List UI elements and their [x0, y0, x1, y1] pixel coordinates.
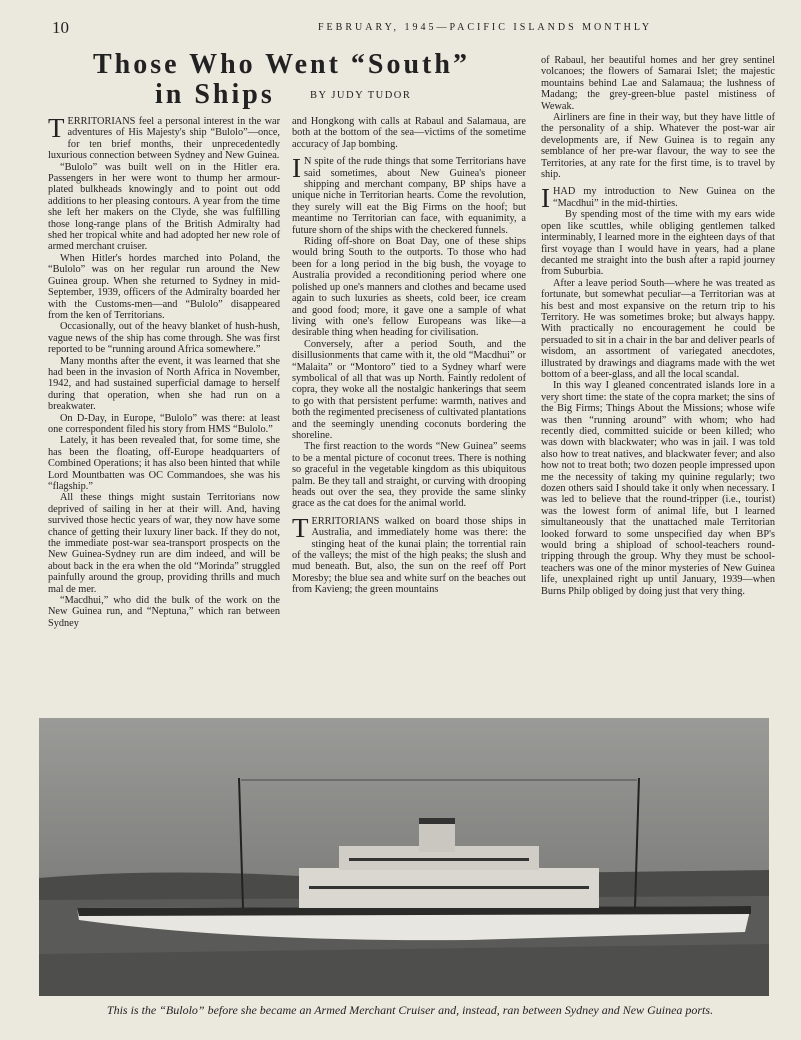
paragraph-text: N spite of the rude things that some Territorians have said sometimes, about New Guinea's pioneer shipping and merchant company, BP ships have a unique niche in Territorian hearts. Come the revolution, they surely will eat the Big Firms on the hoof; but meantime no Territorian can face, with equanimity, a future shorn of the ships with the checkered funnels. [292, 156, 526, 236]
article-title [93, 50, 513, 110]
paragraph: Occasionally, out of the heavy blanket of hush-hush, vague news of the ship has come through. She was first reported to be “running around Africa somewhere.” [48, 321, 280, 356]
paragraph: When Hitler's hordes marched into Poland, the “Bulolo” was on her regular run around the New Guinea group. When she returned to Sydney in mid-September, 1939, officers of the Admiralty boarded her with the Customs-men—and “Bulolo” disappeared from the ken of Territorians. [48, 252, 280, 321]
paragraph-text: HAD my introduction to New Guinea on the “Macdhui” in the mid-thirties. [553, 186, 775, 209]
drop-cap: T [48, 113, 65, 143]
paragraph: Lately, it has been revealed that, for some time, she has been the floating, off-Europe headquarters of Combined Operations; it has also been hinted that while Lord Mountbatten was OC Commandoes, she was his “flagship.” [48, 435, 280, 492]
paragraph: All these things might sustain Territorians now deprived of sailing in her at their will. And, having survived those hectic years of war, they now have some chance of getting their luxury liner back. If they do not, the immediate post-war sea-transport prospects on the New Guinea-Sydney run are dim indeed, and will be about back in the era when the old “Morinda” struggled painfully around the group, providing thrills and much mal de mer. [48, 492, 280, 595]
paragraph: Many months after the event, it was learned that she had been in the invasion of North Africa in November, 1942, and had sustained superficial damage to herself during that operation, when she had run on a breakwater. [48, 355, 280, 413]
running-head: FEBRUARY, 1945—PACIFIC ISLANDS MONTHLY [318, 22, 653, 33]
paragraph [541, 183, 775, 214]
ship-illustration [39, 718, 769, 996]
paragraph: of Rabaul, her beautiful homes and her grey sentinel volcanoes; the flowers of Samarai Islet; the majestic mountains behind Lae and Salamaua; the lushness of Madang; the grey-green-blue pastel mistiness of Wewak. [541, 55, 775, 112]
article-column-1 [48, 113, 280, 706]
drop-cap: I [292, 153, 301, 184]
paragraph [292, 512, 526, 596]
paragraph: Riding off-shore on Boat Day, one of these ships would bring South to the outports. To those who had been for a long period in the big bush, the voyage to Australia provided a reconditioning period where one polished up one's manners and clothes and became used again to such luxuries as sheets, cold beer, ice cream and good food; more, it gave one a sample of what living with one's fellow Europeans was like—a desirable thing when heading for civilisation. [292, 236, 526, 339]
paragraph: “Macdhui,” who did the bulk of the work on the New Guinea run, and “Neptuna,” which ran between Sydney [48, 595, 280, 629]
paragraph: In this way I gleaned concentrated islands lore in a very short time: the state of the copra market; the sins of the Big Firms; Things About the Missions; whose wife was then “running around” with whom; who had recently died, committed suicide or been killed; who was down with blackwater; who was in jail. I was told also how to treat natives, and blackwater fever; and also how not to treat both; two dozen people impressed upon me the necessity of taking my quinine regularly; two dozen others said I should take it only when necessary. I was led to believe that the round-tripper (i.e., tourist) was the lowest form of animal life, but I learned simultaneously that the unattached male Territorian looked forward to some unspecified day when BP's would bring a shipload of school-teachers round-tripping through the group. Why they must be school-teachers was one of the minor mysteries of New Guinea life, unexplained right up until January, 1939—when Burns Philp obliged by doing just that very thing. [541, 380, 775, 597]
paragraph: and Hongkong with calls at Rabaul and Salamaua, are both at the bottom of the sea—victims of the sometime accuracy of Jap bombing. [292, 116, 526, 150]
paragraph: After a leave period South—where he was treated as fortunate, but somewhat peculiar—a Territorian was at his best and most expansive on the return trip to his Territory. He was sometimes broke; but always happy. With practically no encouragement he could be persuaded to sit in a chair in the bar and deliver pearls of wisdom, an assortment of variegated anecdotes, illustrated by drawings and diagrams made with the wet bottom of a beer-glass, and all the local scandal. [541, 277, 775, 380]
ship-funnel-band [419, 818, 455, 824]
ship-photograph [39, 718, 769, 996]
article-column-2 [292, 116, 526, 706]
drop-cap: T [292, 512, 309, 543]
page-number: 10 [52, 18, 69, 37]
paragraph [48, 113, 280, 162]
paragraph-text: ERRITORIANS feel a personal interest in the war adventures of His Majesty's ship “Bulolo”—once, for ten brief months, their unprecedentedly luxurious connection between Sydney and New Guinea. [48, 116, 280, 162]
paragraph: “Bulolo” was built well on in the Hitler era. Passengers in her were wont to thump her armour-plated bulkheads knowingly and to point out odd additions to her pleasing contours. A year from the time she left her makers on the Clyde, she was fulfilling those long-range plans of the British Admiralty had shed her tropical white and had adopted her new role of armed merchant cruiser. [48, 161, 280, 253]
byline: BY JUDY TUDOR [310, 90, 412, 101]
paragraph: Airliners are fine in their way, but they have little of the personality of a ship. Whatever the post-war air developments are, if New Guinea is to regain any semblance of her pre-war flavour, the way to see the Territories, at any rate for the first time, is to travel by ship. [541, 112, 775, 181]
paragraph: Conversely, after a period South, and the disillusionments that came with it, the old “Macdhui” or “Malaita” or “Montoro” tied to a Sydney wharf were symbolical of all that was up North. Faintly redolent of copra, they woke all the nostalgic hankerings that seem to go with that persistent perfume: warmth, natives and both the regimented preciseness of cultivated plantations and the seemingly unending coconuts bordering the shoreline. [292, 338, 526, 441]
drop-cap: I [541, 183, 550, 214]
paragraph: On D-Day, in Europe, “Bulolo” was there: at least one correspondent filed his story from HMS “Bulolo.” [48, 412, 280, 435]
paragraph-text: ERRITORIANS walked on board those ships in Australia, and immediately home was there: the stinging heat of the kunai plain; the torrential rain of the valleys; the mist of the high peaks; the slush and mud beneath. But, also, the sun on the reef off Port Moresby; the blue sea and white surf on the beaches out from Kavieng; the green mountains [292, 515, 526, 596]
article-title-line1: Those Who Went “South” [93, 49, 470, 80]
article-column-3 [541, 55, 775, 705]
paragraph: The first reaction to the words “New Guinea” seems to be a mental picture of coconut trees. There is nothing so graceful in the vegetable kingdom as this ubiquitous palm. Be they tall and straight, or curving with drooping heads out over the sea, they provide the same slinky grace as the cat does for the animal world. [292, 441, 526, 510]
article-title-line2: in Ships [155, 79, 275, 110]
paragraph: By spending most of the time with my ears wide open like scuttles, while obliging gentlemen talked interminably, I learned more in the eighteen days of that first voyage than I would have in years, had a plane decanted me straight into the bush after a rapid journey from Suburbia. [541, 209, 775, 278]
photo-caption: This is the “Bulolo” before she became an Armed Merchant Cruiser and, instead, ran between Sydney and New Guinea ports. [106, 1003, 714, 1017]
paragraph [292, 153, 526, 236]
page-header [0, 18, 801, 38]
